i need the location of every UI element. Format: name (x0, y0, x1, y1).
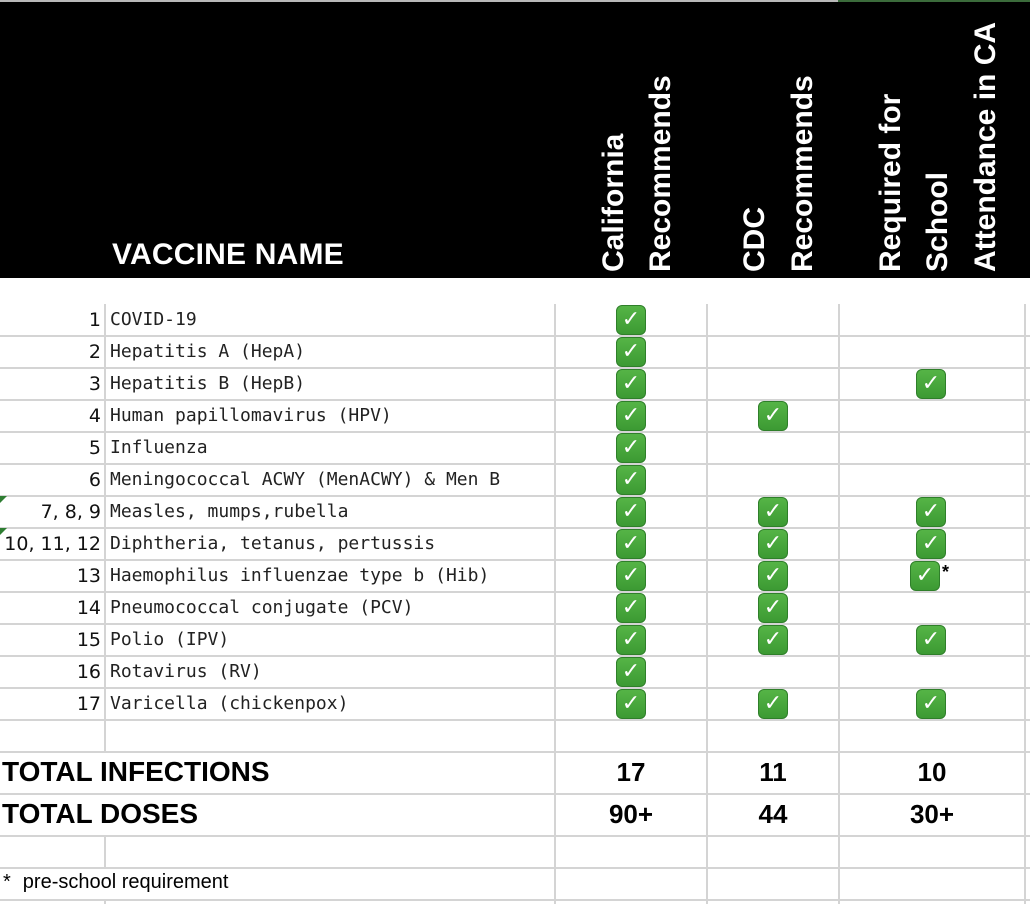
check-icon-ca: ✓ (616, 593, 646, 623)
vaccine-name-cell[interactable]: Varicella (chickenpox) (110, 693, 349, 714)
row-number[interactable]: 1 (88, 309, 101, 331)
grid-hline (0, 793, 1030, 795)
grid-hline (0, 899, 1030, 901)
vaccine-name-cell[interactable]: Haemophilus influenzae type b (Hib) (110, 565, 490, 586)
row-number[interactable]: 4 (88, 405, 101, 427)
row-number[interactable]: 10, 11, 12 (4, 533, 101, 555)
total-infections-label: TOTAL INFECTIONS (2, 756, 270, 787)
total-infections-school: 10 (917, 757, 947, 787)
table-row (0, 528, 1030, 560)
check-icon-ca: ✓ (616, 657, 646, 687)
check-icon-cdc: ✓ (758, 529, 788, 559)
vaccine-name-cell[interactable]: Polio (IPV) (110, 629, 230, 650)
row-number[interactable]: 17 (76, 693, 101, 715)
check-icon-ca: ✓ (616, 465, 646, 495)
table-row (0, 464, 1030, 496)
row-number[interactable]: 5 (88, 437, 101, 459)
vaccine-name-cell[interactable]: Pneumococcal conjugate (PCV) (110, 597, 414, 618)
grid-vline (104, 836, 106, 868)
header-school-line2: School (921, 171, 954, 272)
vaccine-name-cell[interactable]: COVID-19 (110, 309, 197, 330)
table-row (0, 688, 1030, 720)
table-row (0, 592, 1030, 624)
footnote (3, 871, 228, 894)
check-icon-cdc: ✓ (758, 625, 788, 655)
row-number[interactable]: 16 (76, 661, 101, 683)
check-icon-ca: ✓ (616, 561, 646, 591)
total-infections-ca: 17 (616, 757, 646, 787)
check-icon-ca: ✓ (616, 529, 646, 559)
total-doses-label: TOTAL DOSES (2, 798, 199, 829)
header-school-line1: Required for (874, 93, 907, 272)
header-cdc-line2: Recommends (786, 75, 819, 272)
grid-hline (0, 835, 1030, 837)
check-icon-school: ✓ (910, 561, 940, 591)
table-row (0, 560, 1030, 592)
footnote-marker: * (3, 871, 11, 893)
table-row (0, 624, 1030, 656)
header-cdc-line1: CDC (738, 207, 771, 272)
vaccine-name-cell[interactable]: Hepatitis A (HepA) (110, 341, 306, 362)
row-number[interactable]: 7, 8, 9 (40, 501, 101, 523)
vaccine-name-cell[interactable]: Meningococcal ACWY (MenACWY) & Men B (110, 469, 501, 490)
table-row (0, 336, 1030, 368)
row-number[interactable]: 6 (88, 469, 101, 491)
total-doses-school: 30+ (909, 799, 955, 829)
check-icon-ca: ✓ (616, 305, 646, 335)
check-icon-ca: ✓ (616, 689, 646, 719)
row-number[interactable]: 13 (76, 565, 101, 587)
vaccine-name-cell[interactable]: Rotavirus (RV) (110, 661, 262, 682)
check-icon-ca: ✓ (616, 497, 646, 527)
preschool-asterisk: * (942, 562, 950, 582)
check-icon-school: ✓ (916, 497, 946, 527)
table-row (0, 656, 1030, 688)
table-row (0, 400, 1030, 432)
check-icon-cdc: ✓ (758, 593, 788, 623)
check-icon-school: ✓ (916, 369, 946, 399)
vaccine-name-cell[interactable]: Human papillomavirus (HPV) (110, 405, 392, 426)
check-icon-ca: ✓ (616, 401, 646, 431)
grid-hline (0, 867, 1030, 869)
row-number[interactable]: 14 (76, 597, 101, 619)
check-icon-ca: ✓ (616, 625, 646, 655)
table-row (0, 304, 1030, 336)
check-icon-ca: ✓ (616, 433, 646, 463)
grid-hline (0, 751, 1030, 753)
row-number[interactable]: 2 (88, 341, 101, 363)
table-row (0, 496, 1030, 528)
header-ca-line2: Recommends (644, 75, 677, 272)
vaccine-name-cell[interactable]: Diphtheria, tetanus, pertussis (110, 533, 436, 554)
check-icon-school: ✓ (916, 625, 946, 655)
check-icon-cdc: ✓ (758, 401, 788, 431)
row-number[interactable]: 15 (76, 629, 101, 651)
total-doses-cdc: 44 (758, 799, 788, 829)
table-row (0, 368, 1030, 400)
header-school-line3: Attendance in CA (969, 21, 1002, 272)
footnote-text: pre-school requirement (22, 871, 229, 893)
vaccine-name-cell[interactable]: Hepatitis B (HepB) (110, 373, 306, 394)
table-row (0, 432, 1030, 464)
check-icon-school: ✓ (916, 689, 946, 719)
vaccine-name-cell[interactable]: Influenza (110, 437, 208, 458)
row-number[interactable]: 3 (88, 373, 101, 395)
check-icon-school: ✓ (916, 529, 946, 559)
check-icon-ca: ✓ (616, 337, 646, 367)
vaccine-name-header: VACCINE NAME (112, 238, 344, 271)
check-icon-cdc: ✓ (758, 497, 788, 527)
check-icon-cdc: ✓ (758, 689, 788, 719)
total-infections-cdc: 11 (759, 757, 787, 787)
total-doses-ca: 90+ (608, 799, 654, 829)
header-ca-line1: California (597, 133, 630, 272)
vaccine-name-cell[interactable]: Measles, mumps,rubella (110, 501, 349, 522)
check-icon-ca: ✓ (616, 369, 646, 399)
check-icon-cdc: ✓ (758, 561, 788, 591)
